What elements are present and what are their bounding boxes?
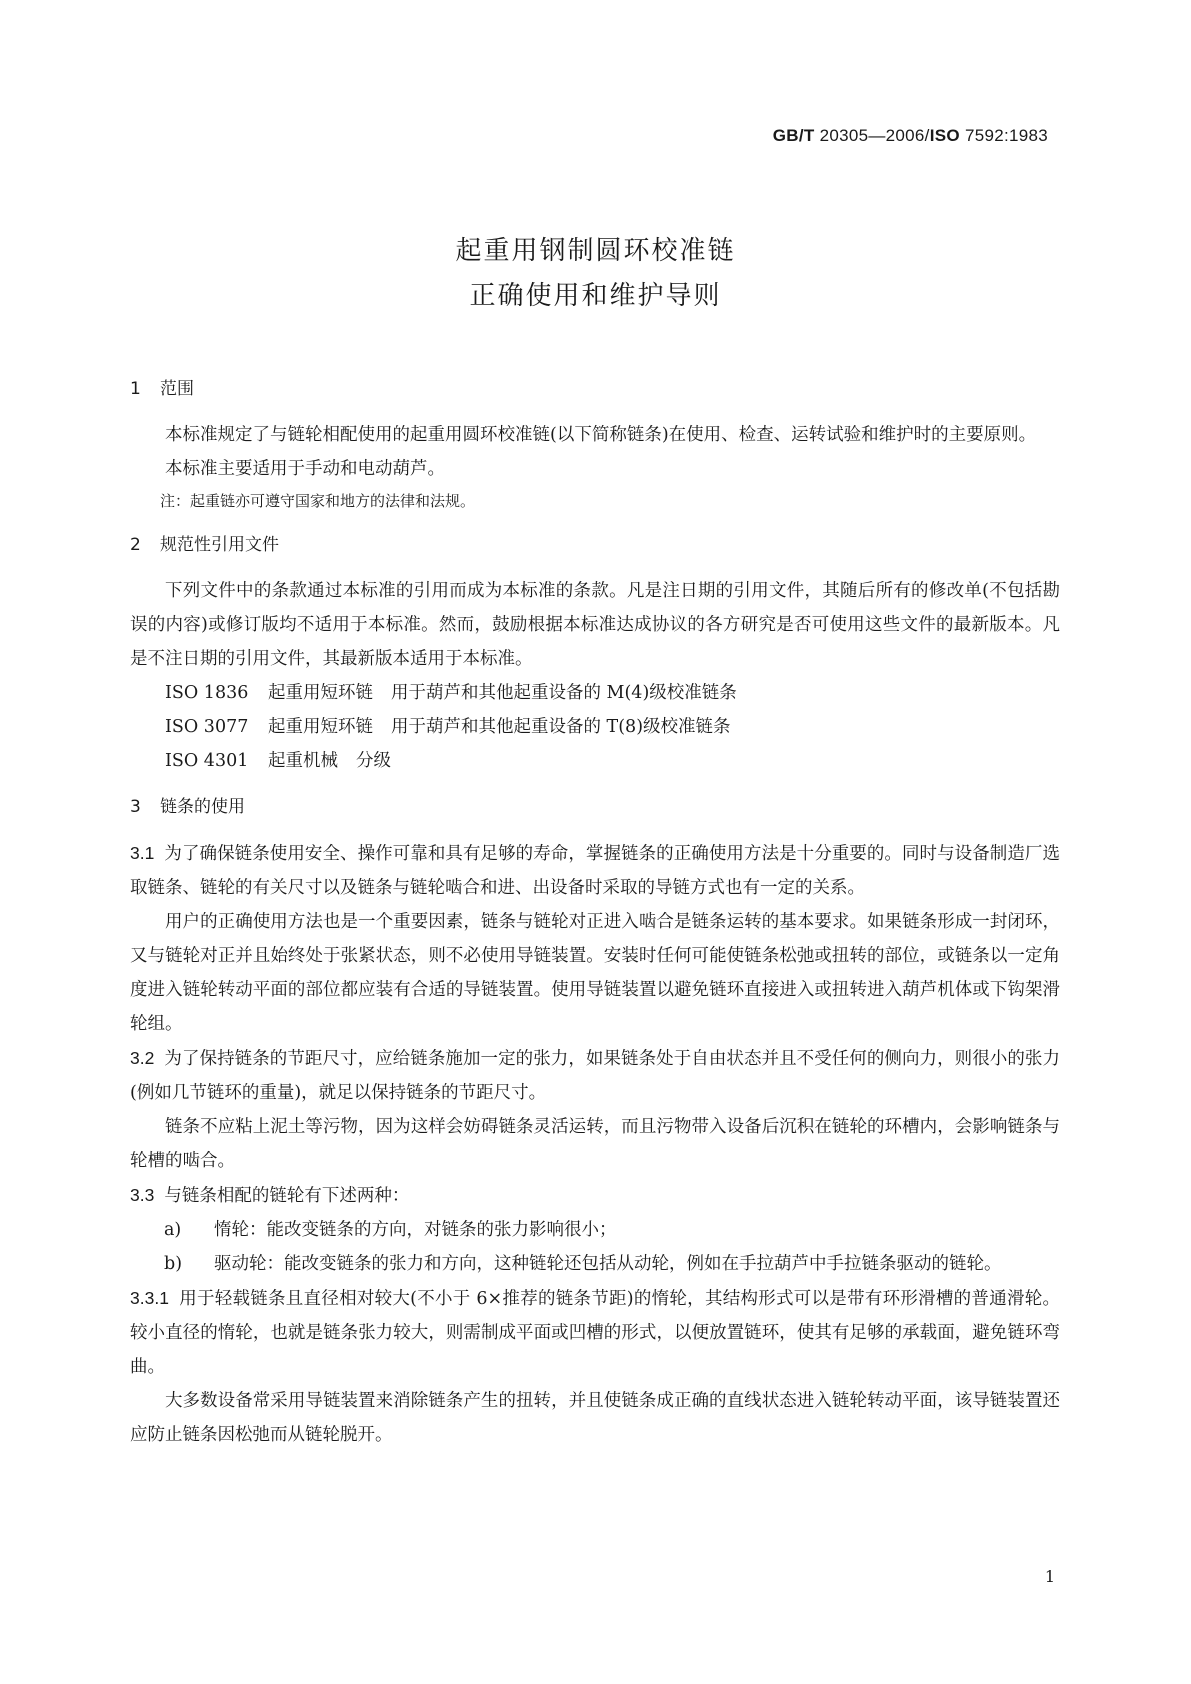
- clause-3-3: [130, 1178, 1060, 1213]
- reference-subtitle: 用于葫芦和其他起重设备的 T(8)级校准链条: [391, 717, 731, 737]
- reference-code: ISO 4301: [165, 751, 249, 771]
- list-text: 驱动轮：能改变链条的张力和方向，这种链轮还包括从动轮，例如在手拉葫芦中手拉链条驱动的链轮。: [214, 1254, 1002, 1274]
- clause-text: 为了确保链条使用安全、操作可靠和具有足够的寿命，掌握链条的正确使用方法是十分重要的。同时与设备制造厂选取链条、链轮的有关尺寸以及链条与链轮啮合和进、出设备时采取的导链方式也有一定的关系。: [130, 844, 1060, 898]
- reference-code: ISO 1836: [165, 683, 249, 703]
- clause-3-2: [130, 1041, 1060, 1110]
- reference-item: [130, 744, 1060, 778]
- section-title: 规范性引用文件: [160, 535, 279, 555]
- reference-title: 起重用短环链: [268, 717, 373, 737]
- reference-code: ISO 3077: [165, 717, 249, 737]
- standard-code: [773, 126, 1048, 146]
- section-1-heading: [130, 372, 1060, 406]
- paragraph: 下列文件中的条款通过本标准的引用而成为本标准的条款。凡是注日期的引用文件，其随后所有的修改单(不包括勘误的内容)或修订版均不适用于本标准。然而，鼓励根据本标准达成协议的各方研究是否可使用这些文件的最新版本。凡是不注日期的引用文件，其最新版本适用于本标准。: [130, 581, 1060, 669]
- list-label: a): [164, 1220, 182, 1240]
- section-number: 1: [130, 379, 141, 399]
- section-number: 3: [130, 797, 141, 817]
- paragraph: 大多数设备常采用导链装置来消除链条产生的扭转，并且使链条成正确的直线状态进入链轮转动平面，该导链装置还应防止链条因松弛而从链轮脱开。: [130, 1391, 1060, 1445]
- list-item: [130, 1247, 1060, 1281]
- list-label: b): [164, 1254, 183, 1274]
- standard-code-iso-number: 7592:1983: [964, 126, 1048, 145]
- reference-item: [130, 676, 1060, 710]
- clause-number: 3.1: [130, 843, 155, 863]
- standard-code-gb-number: 20305—2006/: [819, 126, 930, 145]
- paragraph: 链条不应粘上泥土等污物，因为这样会妨碍链条灵活运转，而且污物带入设备后沉积在链轮的环槽内，会影响链条与轮槽的啮合。: [130, 1117, 1060, 1171]
- clause-number: 3.3.1: [130, 1288, 169, 1308]
- reference-subtitle: 分级: [356, 751, 391, 771]
- section-title: 链条的使用: [160, 797, 245, 817]
- title-line-2: 正确使用和维护导则: [469, 281, 722, 311]
- clause-text: 为了保持链条的节距尺寸，应给链条施加一定的张力，如果链条处于自由状态并且不受任何的侧向力，则很小的张力(例如几节链环的重量)，就足以保持链条的节距尺寸。: [130, 1049, 1060, 1103]
- clause-3-1: [130, 836, 1060, 905]
- standard-code-iso: ISO: [929, 126, 960, 145]
- paragraph: 用户的正确使用方法也是一个重要因素，链条与链轮对正进入啮合是链条运转的基本要求。如果链条形成一封闭环，又与链轮对正并且始终处于张紧状态，则不必使用导链装置。安装时任何可能使链条松弛或扭转的部位，或链条以一定角度进入链轮转动平面的部位都应装有合适的导链装置。使用导链装置以避免链环直接进入或扭转进入葫芦机体或下钩架滑轮组。: [130, 912, 1060, 1034]
- list-text: 惰轮：能改变链条的方向，对链条的张力影响很小；: [214, 1220, 617, 1240]
- section-3-heading: [130, 790, 1060, 824]
- section-title: 范围: [160, 379, 194, 399]
- reference-item: [130, 710, 1060, 744]
- clause-text: 用于轻载链条且直径相对较大(不小于 6×推荐的链条节距)的惰轮，其结构形式可以是带有环形滑槽的普通滑轮。较小直径的惰轮，也就是链条张力较大，则需制成平面或凹槽的形式，以便放置链环，使其有足够的承载面，避免链环弯曲。: [130, 1289, 1060, 1377]
- section-number: 2: [130, 535, 141, 555]
- list-item: [130, 1213, 1060, 1247]
- paragraph: 本标准规定了与链轮相配使用的起重用圆环校准链(以下简称链条)在使用、检查、运转试验和维护时的主要原则。: [165, 425, 1037, 445]
- title-line-1: 起重用钢制圆环校准链: [455, 236, 736, 266]
- note: 注：起重链亦可遵守国家和地方的法律和法规。: [160, 492, 476, 510]
- reference-title: 起重用短环链: [268, 683, 373, 703]
- clause-number: 3.2: [130, 1048, 155, 1068]
- clause-text: 与链条相配的链轮有下述两种：: [164, 1186, 410, 1206]
- clause-3-3-1: [130, 1281, 1060, 1384]
- standard-code-gb: GB/T: [772, 126, 815, 145]
- reference-title: 起重机械: [268, 751, 338, 771]
- clause-number: 3.3: [130, 1185, 155, 1205]
- page-number: 1: [1044, 1567, 1055, 1586]
- document-body: [130, 372, 1060, 1452]
- section-2-heading: [130, 528, 1060, 562]
- paragraph: 本标准主要适用于手动和电动葫芦。: [165, 459, 445, 479]
- reference-subtitle: 用于葫芦和其他起重设备的 M(4)级校准链条: [391, 683, 737, 703]
